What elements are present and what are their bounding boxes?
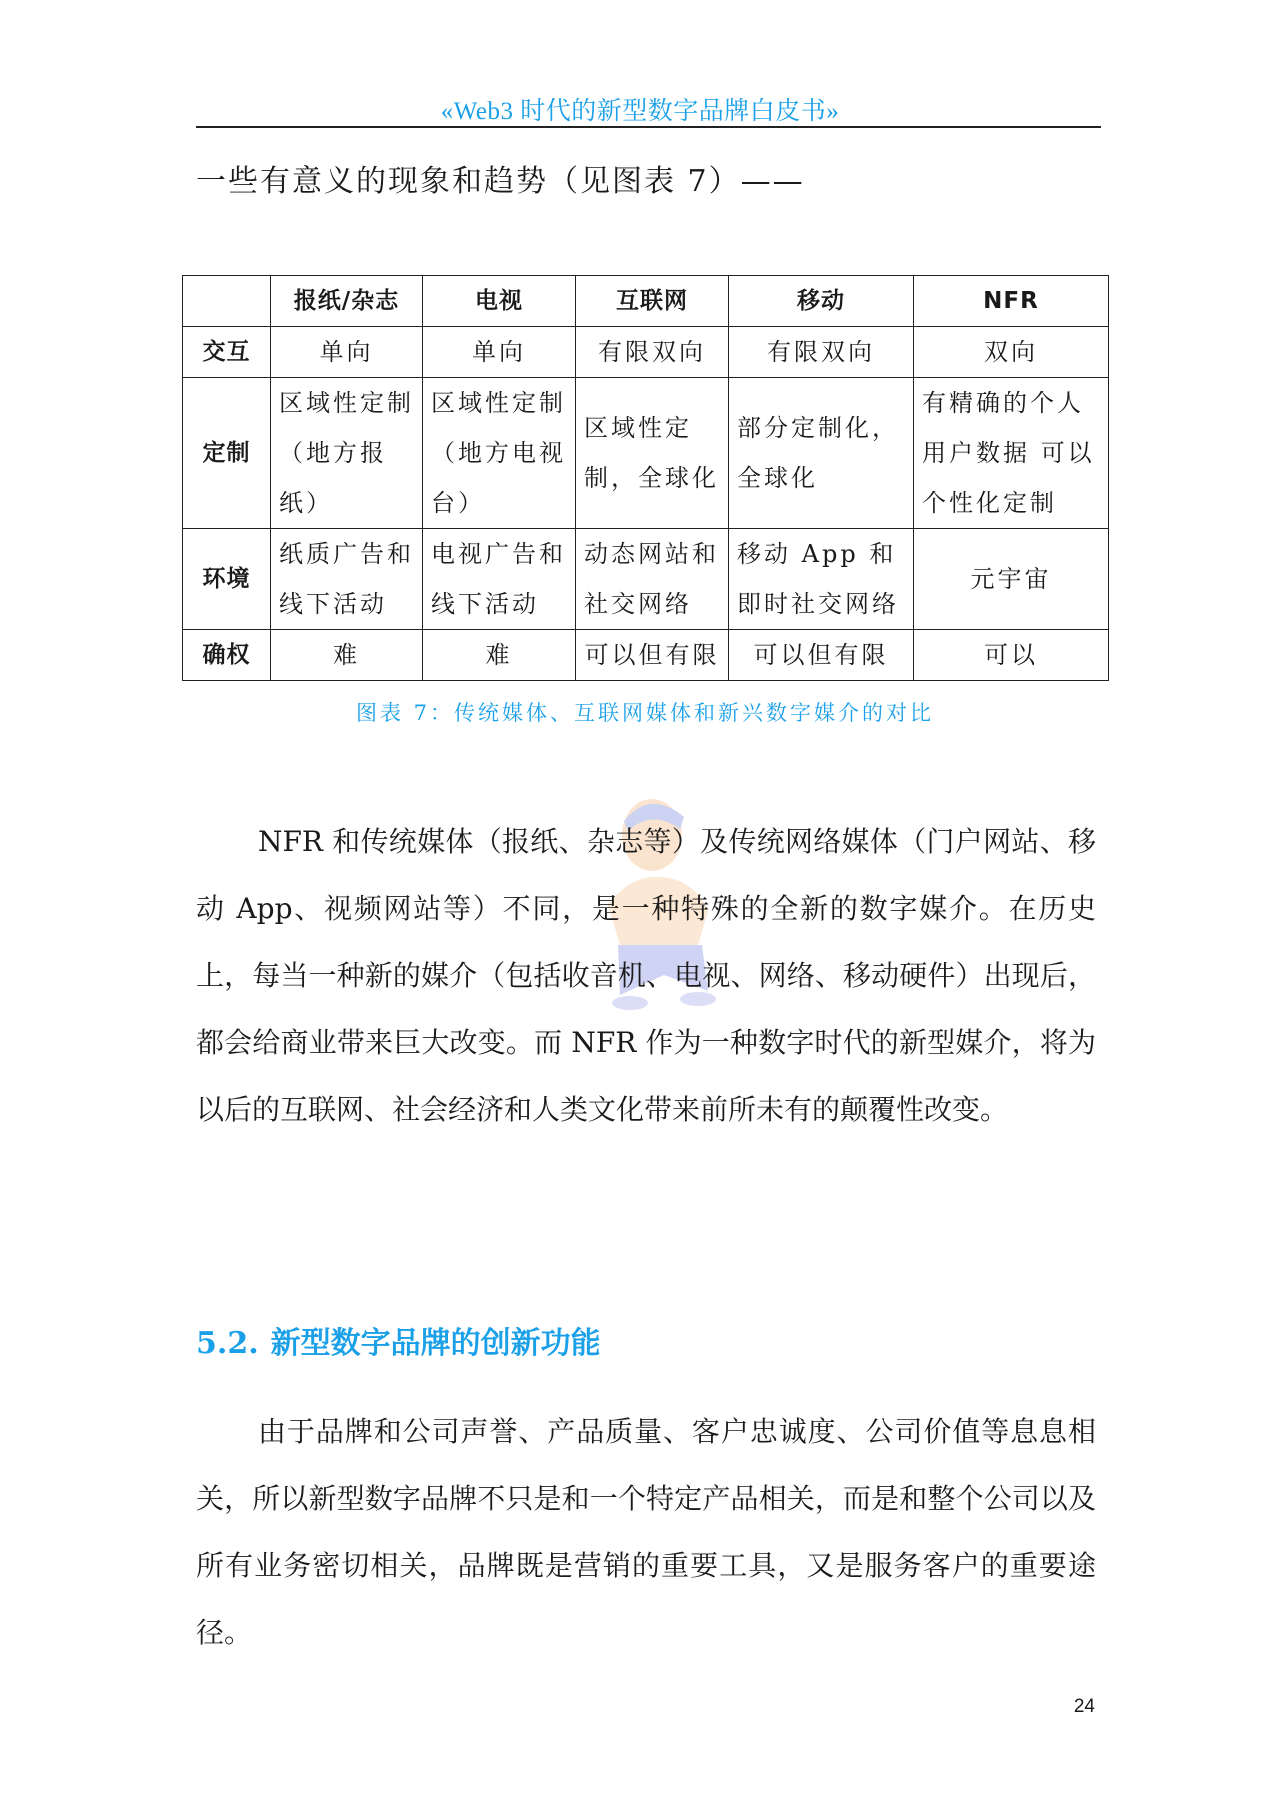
header-rule bbox=[196, 126, 1101, 128]
table-cell: 难 bbox=[271, 630, 423, 681]
table-cell: 可以 bbox=[914, 630, 1109, 681]
table-cell: 双向 bbox=[914, 327, 1109, 378]
table-header-row bbox=[183, 276, 1109, 327]
table-cell: 元宇宙 bbox=[914, 529, 1109, 630]
comparison-table bbox=[182, 275, 1109, 681]
table-row bbox=[183, 630, 1109, 681]
table-header-cell: 移动 bbox=[729, 276, 914, 327]
table-header-cell: NFR bbox=[914, 276, 1109, 327]
table-header-cell: 报纸/杂志 bbox=[271, 276, 423, 327]
table-cell: 难 bbox=[423, 630, 576, 681]
table-caption: 图表 7：传统媒体、互联网媒体和新兴数字媒介的对比 bbox=[355, 701, 935, 725]
table-cell: 单向 bbox=[271, 327, 423, 378]
table-cell: 纸质广告和线下活动 bbox=[271, 529, 423, 630]
table-cell: 动态网站和社交网络 bbox=[576, 529, 729, 630]
row-label: 定制 bbox=[183, 378, 271, 529]
table-cell: 部分定制化，全球化 bbox=[729, 378, 914, 529]
table-cell: 单向 bbox=[423, 327, 576, 378]
table-cell: 有限双向 bbox=[729, 327, 914, 378]
body-paragraph: 由于品牌和公司声誉、产品质量、客户忠诚度、公司价值等息息相关，所以新型数字品牌不只是和一个特定产品相关，而是和整个公司以及所有业务密切相关，品牌既是营销的重要工具，又是服务客户的重要途径。 bbox=[196, 1415, 1096, 1649]
table-header-cell bbox=[183, 276, 271, 327]
row-label: 环境 bbox=[183, 529, 271, 630]
table-row bbox=[183, 378, 1109, 529]
table-cell: 电视广告和线下活动 bbox=[423, 529, 576, 630]
table-row bbox=[183, 529, 1109, 630]
section-title: 新型数字品牌的创新功能 bbox=[270, 1326, 601, 1361]
body-paragraph: NFR 和传统媒体（报纸、杂志等）及传统网络媒体（门户网站、移动 App、视频网站等）不同，是一种特殊的全新的数字媒介。在历史上，每当一种新的媒介（包括收音机、电视、网络、移动硬件）出现后，都会给商业带来巨大改变。而 NFR 作为一种数字时代的新型媒介，将为以后的互联网、社会经济和人类文化带来前所未有的颠覆性改变。 bbox=[196, 825, 1096, 1126]
intro-line: 一些有意义的现象和趋势（见图表 7）—— bbox=[196, 164, 805, 199]
table-cell: 区域性定制（地方报纸） bbox=[271, 378, 423, 529]
table-header-cell: 电视 bbox=[423, 276, 576, 327]
row-label: 确权 bbox=[183, 630, 271, 681]
section-number: 5.2. bbox=[196, 1326, 259, 1361]
table-row bbox=[183, 327, 1109, 378]
table-cell: 区域性定制，全球化 bbox=[576, 378, 729, 529]
table-cell: 有限双向 bbox=[576, 327, 729, 378]
table-cell: 有精确的个人用户数据 可以个性化定制 bbox=[914, 378, 1109, 529]
running-header: «Web3 时代的新型数字品牌白皮书» bbox=[440, 98, 840, 125]
page-number: 24 bbox=[1073, 1696, 1095, 1717]
table-header-cell: 互联网 bbox=[576, 276, 729, 327]
table-cell: 区域性定制（地方电视台） bbox=[423, 378, 576, 529]
table-cell: 可以但有限 bbox=[576, 630, 729, 681]
section-heading bbox=[196, 1318, 601, 1362]
row-label: 交互 bbox=[183, 327, 271, 378]
table-cell: 可以但有限 bbox=[729, 630, 914, 681]
table-cell: 移动 App 和即时社交网络 bbox=[729, 529, 914, 630]
